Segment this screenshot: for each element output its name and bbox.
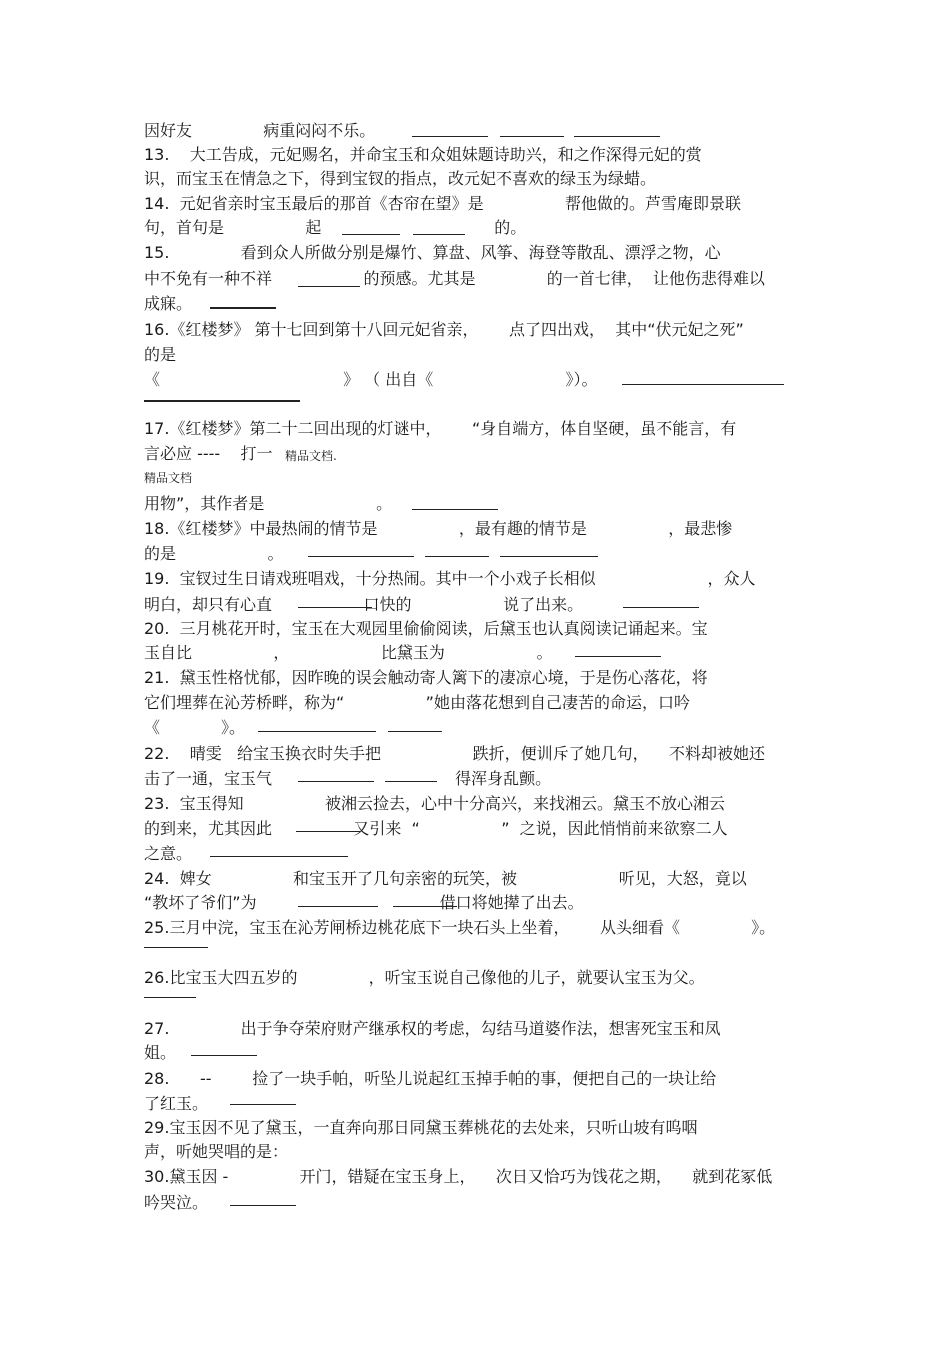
text-line: 了红玉。 — [144, 1094, 209, 1113]
text-line: 30.黛玉因 - 开门，错疑在宝玉身上， 次日又恰巧为饯花之期， 就到花冢低 — [144, 1167, 773, 1186]
text-line: 26.比宝玉大四五岁的 ，听宝玉说自己像他的儿子，就要认宝玉为父。 — [144, 968, 705, 987]
text-line: 中不免有一种不祥 的预感。尤其是 的一首七律， 让他伤悲得难以 — [144, 269, 765, 288]
text-line: 明白，却只有心直 口快的 说了出来。 — [144, 595, 584, 614]
text-line: 27. 出于争夺荣府财产继承权的考虑，勾结马道婆作法，想害死宝玉和凤 — [144, 1019, 721, 1038]
watermark-inline: 精品文档. — [285, 449, 337, 463]
text-line: 言必应 ---- 打一 — [144, 444, 273, 463]
text-line: 13. 大工告成，元妃赐名，并命宝玉和众姐妹题诗助兴，和之作深得元妃的赏 — [144, 145, 702, 164]
text-line: 击了一通，宝玉气 得浑身乱颤。 — [144, 769, 552, 788]
answer-blank[interactable] — [230, 1205, 296, 1206]
answer-blank[interactable] — [210, 307, 276, 309]
text-line: 用物”，其作者是 。 — [144, 494, 393, 513]
answer-blank[interactable] — [258, 731, 376, 732]
answer-blank[interactable] — [298, 781, 374, 782]
text-line: 19. 宝钗过生日请戏班唱戏，十分热闹。其中一个小戏子长相似 ，众人 — [144, 569, 756, 588]
text-line: 25.三月中浣，宝玉在沁芳闸桥边桃花底下一块石头上坐着， 从头细看《 》。 — [144, 918, 776, 937]
text-line: 之意。 — [144, 844, 193, 863]
text-line: 20. 三月桃花开时，宝玉在大观园里偷偷阅读，后黛玉也认真阅读记诵起来。宝 — [144, 619, 708, 638]
text-line: 23. 宝玉得知 被湘云捡去，心中十分高兴，来找湘云。黛玉不放心湘云 — [144, 794, 725, 813]
answer-blank[interactable] — [308, 556, 414, 557]
answer-blank[interactable] — [385, 781, 437, 782]
answer-blank[interactable] — [622, 384, 784, 385]
text-line: 的到来，尤其因此 又引来 “ ” 之说，因此悄悄前来欲察二人 — [144, 819, 728, 838]
text-line: 声，听她哭唱的是： — [144, 1142, 289, 1161]
text-line: 识，而宝玉在情急之下，得到宝钗的指点，改元妃不喜欢的绿玉为绿蜡。 — [144, 169, 657, 188]
answer-blank[interactable] — [500, 136, 564, 137]
answer-blank[interactable] — [144, 400, 300, 402]
text-line: 因好友 病重闷闷不乐。 — [144, 121, 376, 140]
text-line: 《 》。 — [144, 718, 246, 737]
text-line: 玉自比 ， 比黛玉为 。 — [144, 643, 553, 662]
text-line: 姐。 — [144, 1043, 177, 1062]
answer-blank[interactable] — [144, 997, 196, 998]
answer-blank[interactable] — [298, 906, 378, 907]
text-line: 的是 。 — [144, 544, 284, 563]
answer-blank[interactable] — [298, 286, 360, 287]
text-line: 18.《红楼梦》中最热闹的情节是 ，最有趣的情节是 ，最悲惨 — [144, 519, 733, 538]
text-line: 吟哭泣。 — [144, 1193, 209, 1212]
answer-blank[interactable] — [296, 831, 360, 832]
text-line: 16.《红楼梦》 第十七回到第十八回元妃省亲， 点了四出戏， 其中“伏元妃之死” — [144, 320, 744, 339]
answer-blank[interactable] — [574, 136, 660, 137]
text-line: 21. 黛玉性格忧郁，因昨晚的误会触动寄人篱下的凄凉心境，于是伤心落花，将 — [144, 668, 708, 687]
answer-blank[interactable] — [575, 656, 661, 657]
text-line: 《 》 （ 出自《 》）。 — [144, 370, 598, 389]
text-line: 24. 婢女 和宝玉开了几句亲密的玩笑，被 听见，大怒，竟以 — [144, 869, 747, 888]
answer-blank[interactable] — [388, 731, 442, 732]
text-line: “教坏了爷们”为 借口将她撵了出去。 — [144, 893, 584, 912]
text-line: 15. 看到众人所做分别是爆竹、算盘、风筝、海登等散乱、漂浮之物，心 — [144, 243, 721, 262]
text-line: 22. 晴雯 给宝玉换衣时失手把 跌折，便训斥了她几句， 不料却被她还 — [144, 744, 765, 763]
answer-blank[interactable] — [412, 136, 488, 137]
text-line: 14. 元妃省亲时宝玉最后的那首《杏帘在望》是 帮他做的。芦雪庵即景联 — [144, 194, 741, 213]
text-line: 的是 — [144, 345, 177, 364]
text-line: 28. -- 捡了一块手帕，听坠儿说起红玉掉手帕的事，便把自己的一块让给 — [144, 1069, 717, 1088]
text-line: 17.《红楼梦》第二十二回出现的灯谜中， “身自端方，体自坚硬，虽不能言，有 — [144, 419, 737, 438]
watermark-line: 精品文档 — [144, 471, 193, 485]
text-line: 成寐。 — [144, 294, 193, 313]
answer-blank[interactable] — [144, 947, 208, 948]
answer-blank[interactable] — [230, 1104, 296, 1105]
text-line: 29.宝玉因不见了黛玉，一直奔向那日同黛玉葬桃花的去处来，只听山坡有呜咽 — [144, 1118, 698, 1137]
answer-blank[interactable] — [425, 556, 489, 557]
answer-blank[interactable] — [342, 234, 400, 235]
answer-blank[interactable] — [393, 906, 457, 907]
answer-blank[interactable] — [413, 234, 465, 235]
answer-blank[interactable] — [191, 1055, 257, 1056]
answer-blank[interactable] — [412, 509, 498, 510]
answer-blank[interactable] — [500, 556, 598, 557]
text-line: 它们埋葬在沁芳桥畔，称为“ ”她由落花想到自己凄苦的命运，口吟 — [144, 693, 690, 712]
text-line: 句，首句是 起 的。 — [144, 218, 527, 237]
answer-blank[interactable] — [298, 607, 372, 608]
answer-blank[interactable] — [210, 856, 348, 857]
answer-blank[interactable] — [623, 607, 699, 608]
